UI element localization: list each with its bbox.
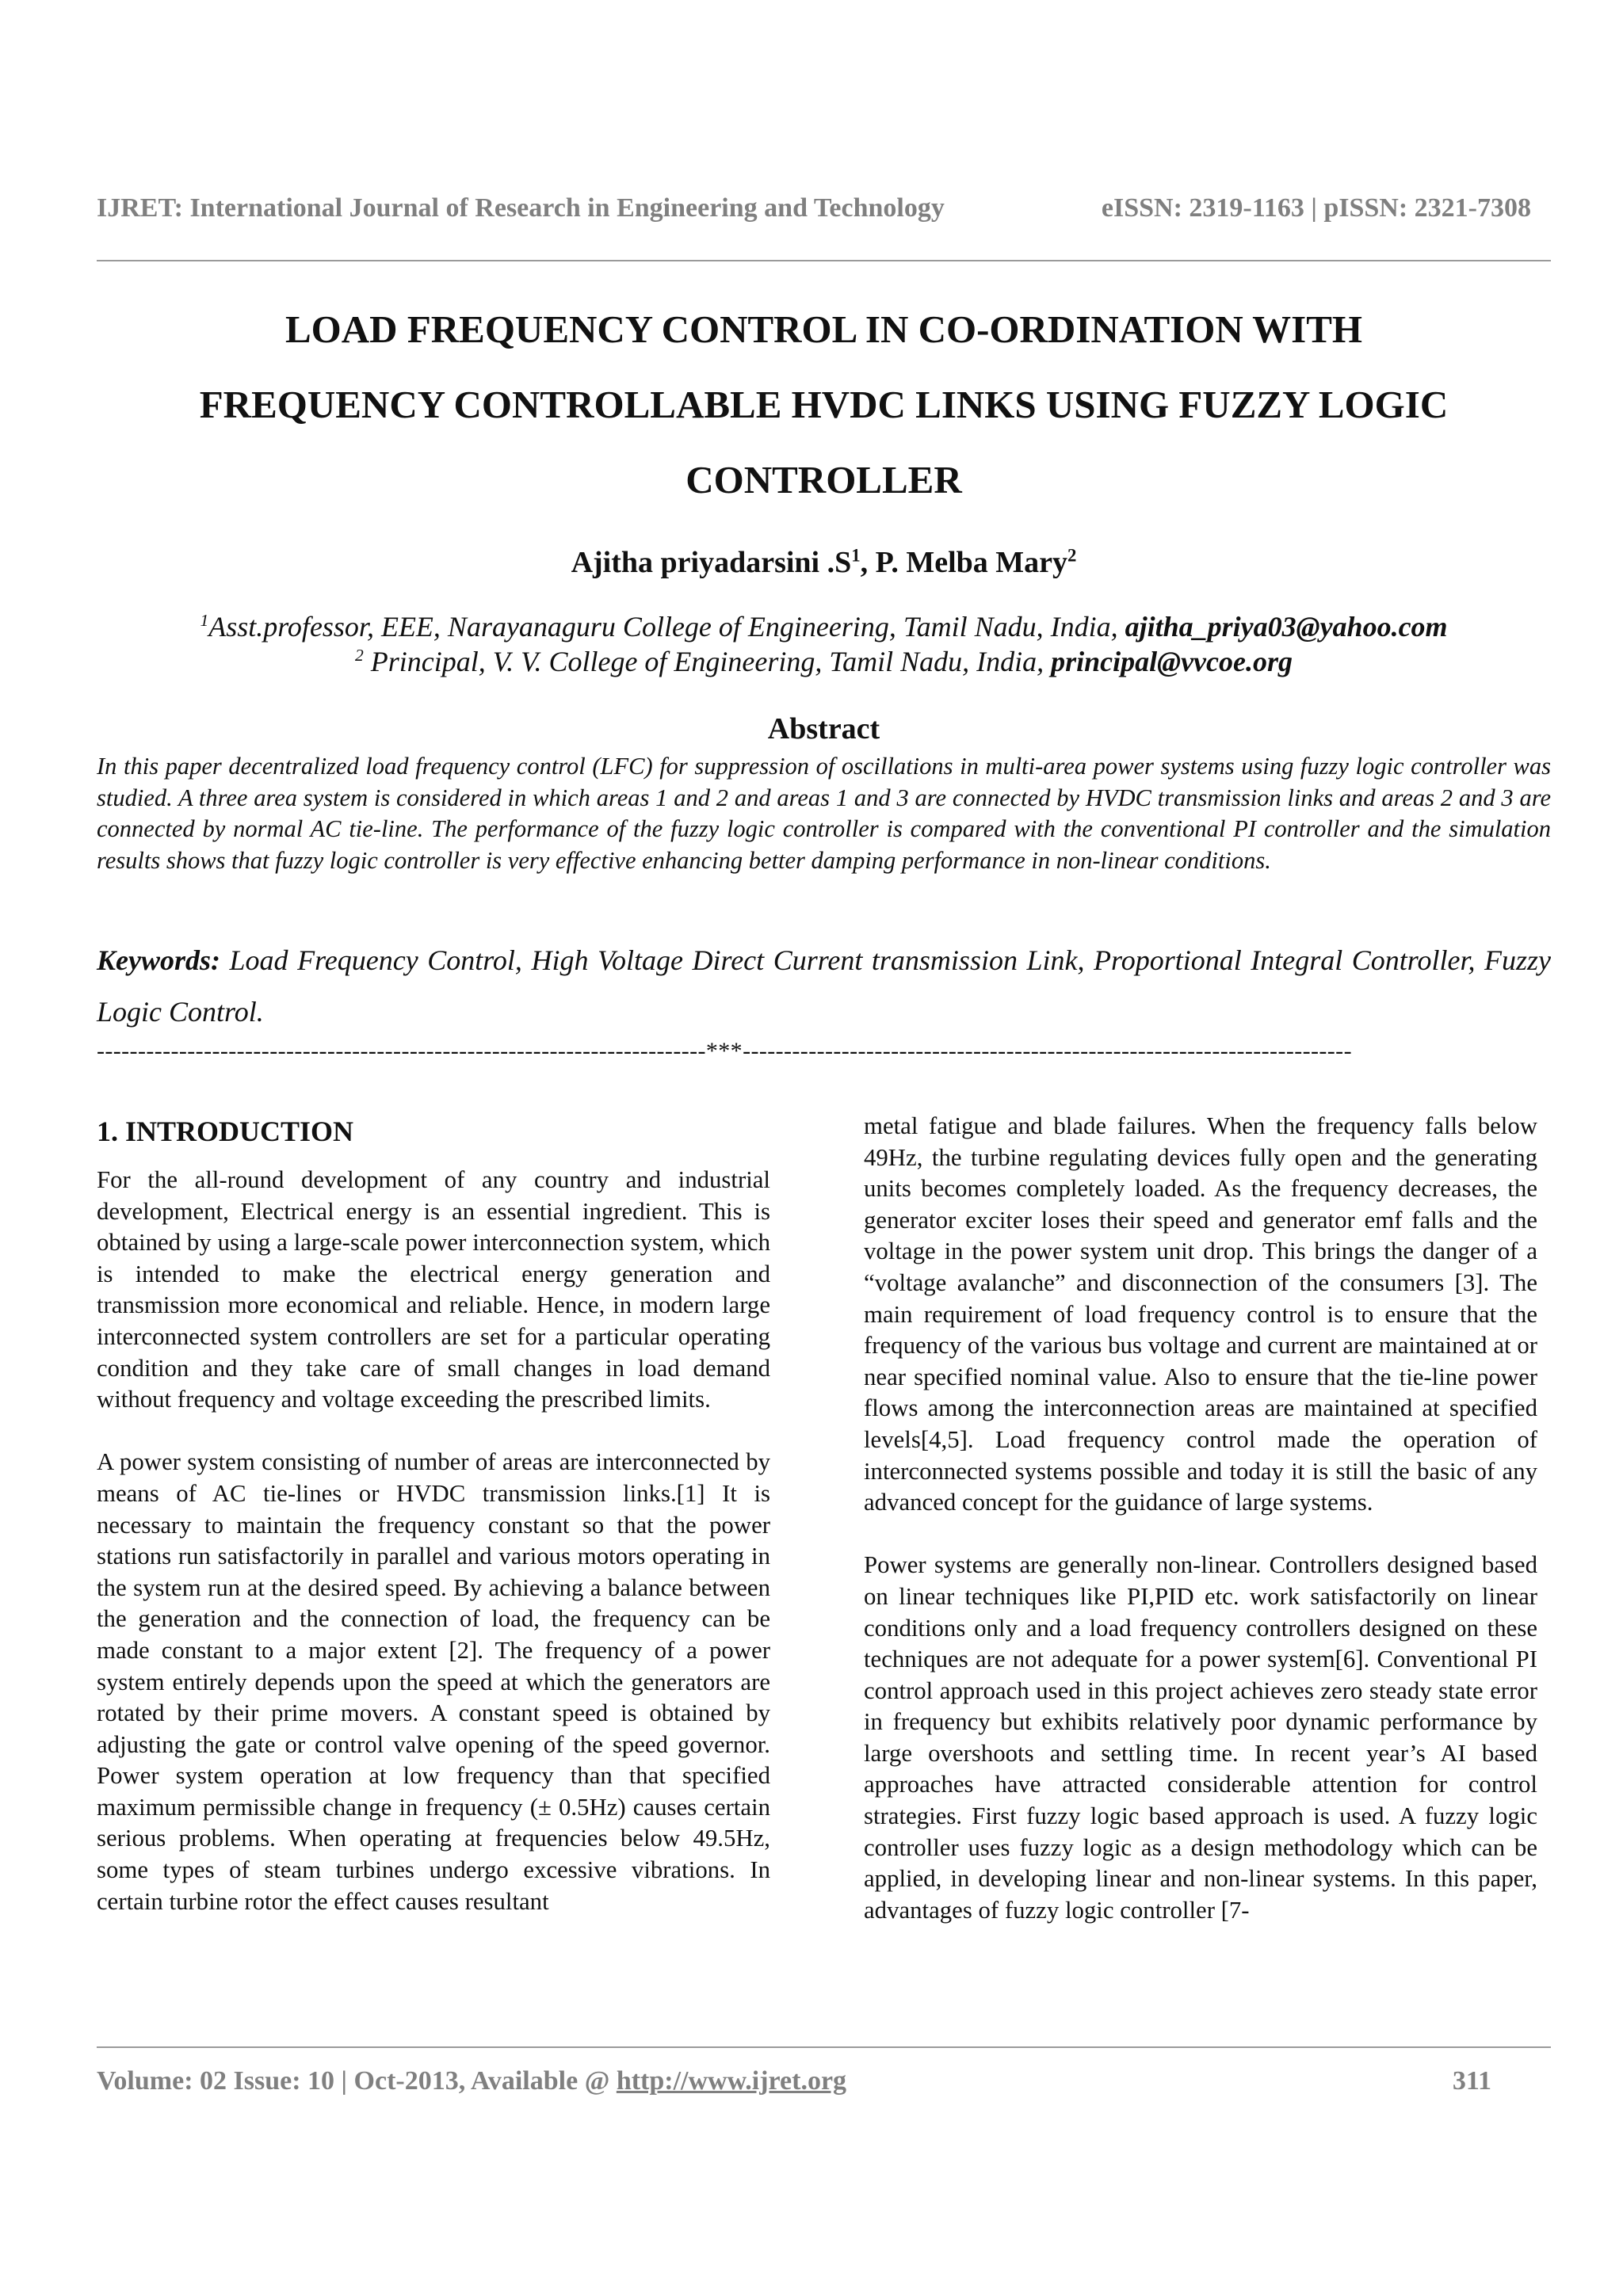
footer-volume: Volume: 02 Issue: 10 | Oct-2013, Available @ [97,2066,617,2096]
paper-title [97,292,1551,517]
abstract-heading: Abstract [767,712,880,746]
affiliation-1-email[interactable]: ajitha_priya03@yahoo.com [1125,611,1448,643]
header-rule [97,260,1551,261]
affiliation-2-email[interactable]: principal@vvcoe.org [1051,646,1293,677]
keywords [97,935,1551,1038]
affiliation-2-text: Principal, V. V. College of Engineering, Tamil Nadu, India, [363,646,1052,677]
author-line [97,545,1551,580]
right-paragraph-2: Power systems are generally non-linear. Controllers designed based on linear techniques like PI,PID etc. work satisfactorily on linear conditions only and a load frequency controllers designed on these techniques are not adequate for a power system[6]. Conventional PI control approach used in this project achieves zero steady state error in frequency but exhibits relatively poor dynamic performance by large overshoots and settling time. In recent year’s AI based approaches have attracted considerable attention for control strategies. First fuzzy logic based approach is used. A fuzzy logic controller uses fuzzy logic as a design methodology which can be applied, in developing linear and non-linear systems. In this paper, advantages of fuzzy logic controller [7- [864,1551,1537,1924]
running-header [97,193,1531,223]
page-number: 311 [1452,2066,1491,2096]
author-1: Ajitha priyadarsini .S [571,546,852,579]
right-paragraph-1: metal fatigue and blade failures. When the frequency falls below 49Hz, the turbine regulating devices fully open and the generating units becomes completely loaded. As the frequency decreases, the generator exciter loses their speed and generator emf falls and the voltage in the power system unit drop. This brings the danger of a “voltage avalanche” and disconnection of the consumers [3]. The main requirement of load frequency control is to ensure that the frequency of the various bus voltage and current are maintained at or near specified nominal value. Also to ensure that the tie-line power flows among the interconnection areas are maintained at specified levels[4,5]. Load frequency control made the operation of interconnected systems possible and today it is still the basic of any advanced concept for the guidance of large systems. [864,1112,1537,1516]
intro-paragraph-1: For the all-round development of any country and industrial development, Electrical energy is an essential ingredient. This is obtained by using a large-scale power interconnection system, which is intended to make the electrical energy generation and transmission more economical and reliable. Hence, in modern large interconnected system controllers are set for a particular operating condition and they take care of small changes in load demand without frequency and voltage exceeding the prescribed limits. [97,1166,770,1413]
section-separator: --------------------------------------------------------------------------***-------------------------------------------------------------------------- [97,1038,1352,1064]
affiliation-2 [97,645,1551,678]
keywords-text: Load Frequency Control, High Voltage Direct Current transmission Link, Proportional Integral Controller, Fuzzy Logic Control. [97,944,1551,1028]
issn-info: eISSN: 2319-1163 | pISSN: 2321-7308 [1101,193,1531,223]
title-line-1: LOAD FREQUENCY CONTROL IN CO-ORDINATION WITH [285,307,1362,351]
footer-rule [97,2046,1551,2048]
affiliation-1-sup: 1 [200,611,209,630]
keywords-label: Keywords: [97,944,220,976]
author-separator: , [860,546,876,579]
right-column [864,1111,1537,1926]
affiliation-2-sup: 2 [354,646,364,665]
author-2: P. Melba Mary [875,546,1068,579]
left-column [97,1111,770,1917]
affiliation-1-text: Asst.professor, EEE, Narayanaguru College of Engineering, Tamil Nadu, India, [208,611,1125,643]
journal-name: IJRET: International Journal of Research in Engineering and Technology [97,193,945,223]
section-heading-introduction: 1. INTRODUCTION [97,1116,354,1147]
title-line-3: CONTROLLER [685,458,962,502]
author-1-sup: 1 [851,545,861,566]
title-line-2: FREQUENCY CONTROLLABLE HVDC LINKS USING FUZZY LOGIC [199,383,1449,426]
abstract-text: In this paper decentralized load frequency control (LFC) for suppression of oscillations in multi-area power systems using fuzzy logic controller was studied. A three area system is considered in which areas 1 and 2 and areas 1 and 3 are connected by HVDC transmission links and areas 2 and 3 are connected by normal AC tie-line. The performance of the fuzzy logic controller is compared with the conventional PI controller and the simulation results shows that fuzzy logic controller is very effective enhancing better damping performance in non-linear conditions. [97,753,1551,874]
running-footer [97,2066,1491,2096]
footer-url-link[interactable]: http://www.ijret.org [616,2066,847,2096]
author-2-sup: 2 [1067,545,1077,566]
affiliation-1 [97,610,1551,643]
intro-paragraph-2: A power system consisting of number of areas are interconnected by means of AC tie-lines or HVDC transmission links.[1] It is necessary to maintain the frequency constant so that the power stations run satisfactorily in parallel and various motors operating in the system run at the desired speed. By achieving a balance between the generation and the connection of load, the frequency can be made constant to a major extent [2]. The frequency of a power system entirely depends upon the speed at which the generators are rotated by their prime movers. A constant speed is obtained by adjusting the gate or control valve opening of the speed governor. Power system operation at low frequency than that specified maximum permissible change in frequency (± 0.5Hz) causes certain serious problems. When operating at frequencies below 49.5Hz, some types of steam turbines undergo excessive vibrations. In certain turbine rotor the effect causes resultant [97,1448,770,1915]
